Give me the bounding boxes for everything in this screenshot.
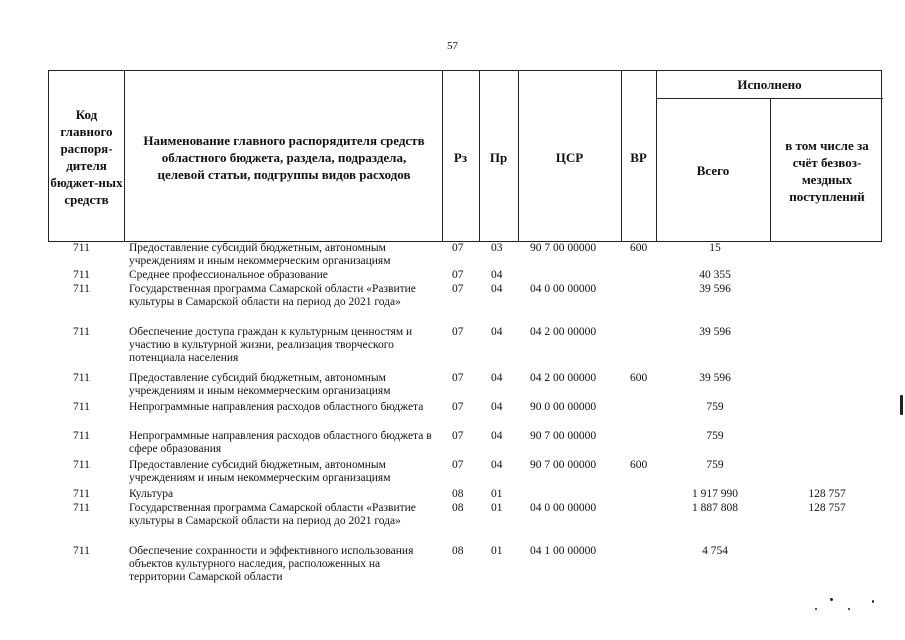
table-row	[48, 326, 882, 372]
cell-code: 711	[73, 488, 90, 500]
cell-rz: 07	[452, 283, 464, 295]
cell-name: Государственная программа Самарской области «Развитие культуры в Самарской области на период до 2021 года»	[129, 502, 416, 527]
cell-incl: 128 757	[808, 502, 846, 514]
cell-rz: 08	[452, 502, 464, 514]
cell-rz: 08	[452, 488, 464, 500]
cell-pr: 04	[491, 401, 503, 413]
cell-csr: 04 2 00 00000	[530, 326, 597, 338]
table-body	[48, 242, 882, 591]
cell-pr: 01	[491, 488, 503, 500]
cell-code: 711	[73, 326, 90, 338]
table-row	[48, 372, 882, 401]
cell-name: Обеспечение сохранности и эффективного использования объектов культурного наследия, расположенных на территории Самарской области	[129, 545, 414, 583]
cell-pr: 04	[491, 283, 503, 295]
cell-csr: 90 0 00 00000	[530, 401, 597, 413]
header-pr: Пр	[489, 149, 508, 165]
cell-total: 759	[706, 430, 724, 442]
cell-pr: 04	[491, 372, 503, 384]
cell-total: 1 887 808	[692, 502, 738, 514]
cell-vr: 600	[630, 242, 648, 254]
cell-total: 39 596	[699, 372, 731, 384]
scan-speck	[830, 598, 833, 601]
cell-code: 711	[73, 269, 90, 281]
cell-csr: 04 1 00 00000	[530, 545, 597, 557]
cell-pr: 04	[491, 459, 503, 471]
cell-total: 15	[709, 242, 721, 254]
cell-name: Непрограммные направления расходов областного бюджета	[129, 401, 424, 413]
cell-total: 39 596	[699, 283, 731, 295]
cell-name: Предоставление субсидий бюджетным, автономным учреждениям и иным некоммерческим организациям	[129, 372, 391, 397]
cell-pr: 04	[491, 430, 503, 442]
table-row	[48, 401, 882, 430]
cell-pr: 01	[491, 545, 503, 557]
cell-code: 711	[73, 459, 90, 471]
cell-csr: 90 7 00 00000	[530, 430, 597, 442]
header-rz: Рз	[453, 149, 468, 165]
cell-pr: 04	[491, 326, 503, 338]
cell-total: 759	[706, 401, 724, 413]
scan-speck	[815, 608, 817, 610]
cell-incl: 128 757	[808, 488, 846, 500]
header-total: Всего	[696, 163, 730, 178]
cell-rz: 07	[452, 401, 464, 413]
cell-name: Культура	[129, 488, 174, 500]
cell-rz: 07	[452, 459, 464, 471]
cell-code: 711	[73, 502, 90, 514]
cell-code: 711	[73, 283, 90, 295]
header-code: Код главного распоря-дителя бюджет-ных средств	[50, 107, 123, 207]
cell-rz: 07	[452, 326, 464, 338]
table-row	[48, 269, 882, 283]
cell-rz: 08	[452, 545, 464, 557]
cell-csr: 04 2 00 00000	[530, 372, 597, 384]
cell-csr: 90 7 00 00000	[530, 242, 597, 254]
cell-csr: 04 0 00 00000	[530, 283, 597, 295]
cell-code: 711	[73, 545, 90, 557]
table-row	[48, 502, 882, 545]
cell-name: Среднее профессиональное образование	[129, 269, 328, 281]
cell-rz: 07	[452, 372, 464, 384]
table-row	[48, 459, 882, 488]
cell-name: Предоставление субсидий бюджетным, автономным учреждениям и иным некоммерческим организациям	[129, 242, 391, 267]
scan-speck	[872, 600, 874, 603]
cell-total: 1 917 990	[692, 488, 738, 500]
cell-name: Государственная программа Самарской области «Развитие культуры в Самарской области на период до 2021 года»	[129, 283, 416, 308]
cell-rz: 07	[452, 430, 464, 442]
cell-code: 711	[73, 430, 90, 442]
table-row	[48, 488, 882, 502]
cell-total: 759	[706, 459, 724, 471]
cell-vr: 600	[630, 372, 648, 384]
cell-total: 4 754	[702, 545, 728, 557]
cell-code: 711	[73, 242, 90, 254]
table-row	[48, 545, 882, 591]
cell-pr: 01	[491, 502, 503, 514]
cell-name: Обеспечение доступа граждан к культурным ценностям и участию в культурной жизни, реализация творческого потенциала населения	[129, 326, 413, 364]
cell-code: 711	[73, 401, 90, 413]
scan-speck	[848, 608, 850, 610]
header-incl-free: в том числе за счёт безвоз-мездных поступлений	[785, 137, 869, 204]
header-executed: Исполнено	[737, 77, 802, 92]
cell-name: Непрограммные направления расходов областного бюджета в сфере образования	[129, 430, 432, 455]
cell-total: 40 355	[699, 269, 731, 281]
cell-rz: 07	[452, 269, 464, 281]
cell-pr: 03	[491, 242, 503, 254]
header-name: Наименование главного распорядителя средств областного бюджета, раздела, подраздела, целевой статьи, подгруппы видов расходов	[143, 132, 425, 182]
cell-total: 39 596	[699, 326, 731, 338]
cell-code: 711	[73, 372, 90, 384]
table-row	[48, 283, 882, 326]
scan-mark	[900, 395, 903, 415]
header-vr: ВР	[630, 149, 647, 165]
page-number: 57	[447, 40, 458, 52]
table-header	[48, 70, 882, 242]
cell-vr: 600	[630, 459, 648, 471]
cell-csr: 04 0 00 00000	[530, 502, 597, 514]
cell-rz: 07	[452, 242, 464, 254]
cell-pr: 04	[491, 269, 503, 281]
header-csr: ЦСР	[555, 149, 584, 165]
cell-csr: 90 7 00 00000	[530, 459, 597, 471]
cell-name: Предоставление субсидий бюджетным, автономным учреждениям и иным некоммерческим организациям	[129, 459, 391, 484]
table-row	[48, 430, 882, 459]
table-row	[48, 242, 882, 269]
